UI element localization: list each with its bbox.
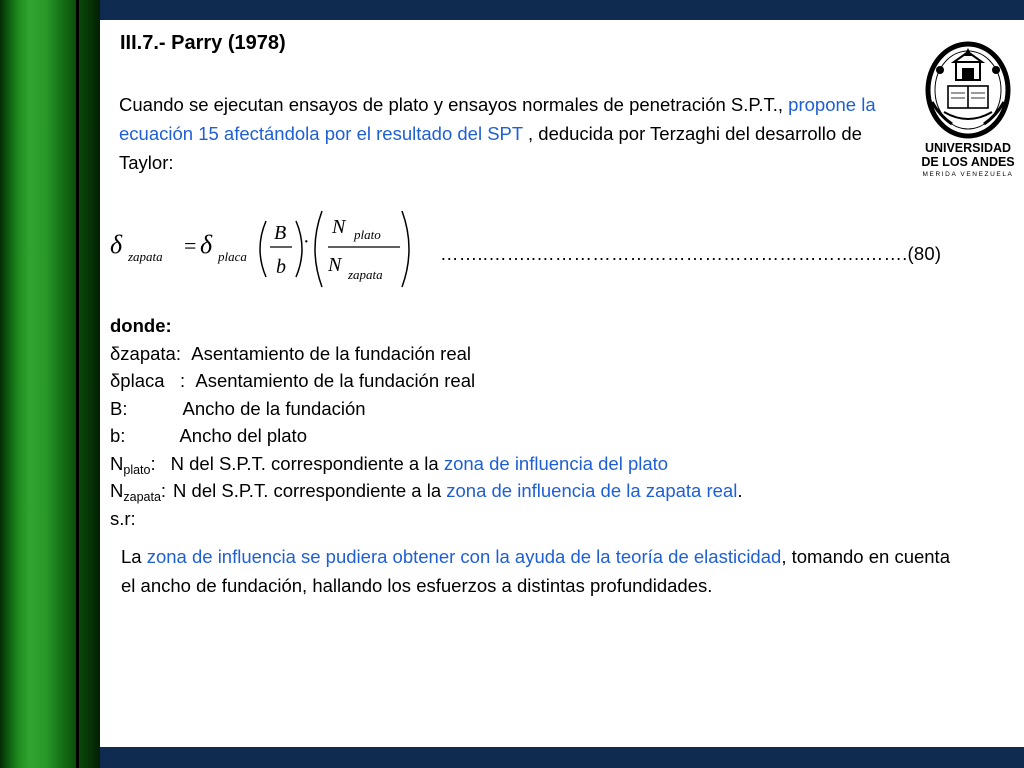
def-text: Asentamiento de la fundación real: [195, 370, 476, 391]
def-symbol: B:: [110, 397, 128, 419]
eq-B: B: [274, 222, 287, 244]
def-text: N del S.P.T. correspondiente a la: [170, 452, 444, 474]
bottom-navy-band: [100, 747, 1024, 768]
definitions-list: [110, 312, 742, 532]
def-subscript: zapata: [123, 490, 161, 504]
slide-title: III.7.- Parry (1978): [120, 32, 286, 54]
left-divider-line: [76, 0, 79, 768]
def-symbol: N: [110, 452, 124, 474]
def-row-delta-zapata: [110, 340, 742, 368]
def-symbol: b:: [110, 425, 126, 446]
def-text: Asentamiento de la fundación real: [191, 342, 472, 364]
def-colon: :: [179, 370, 186, 391]
note-text-3: , tomando en cuenta el ancho de fundación, hallando los esfuerzos a distintas profundidades.: [121, 546, 950, 596]
intro-text-3: , deducida por Terzaghi del desarrollo de Taylor:: [119, 123, 862, 173]
def-row-B: [110, 395, 742, 423]
note-text-highlight: zona de influencia se pudiera obtener con la ayuda de la teoría de elasticidad: [146, 546, 782, 567]
logo-text-merida: MERIDA VENEZUELA: [922, 171, 1014, 178]
def-text: Ancho del plato: [179, 425, 307, 446]
eq-dot: ·: [303, 231, 310, 253]
def-symbol: δplaca: [110, 370, 165, 391]
eq-delta-1: δ: [110, 230, 123, 259]
def-row-sr: s.r:: [110, 507, 136, 529]
def-text-highlight: zona de influencia del plato: [443, 452, 669, 474]
equation-number: ……..……..……………………………………………..…….(80): [440, 243, 942, 264]
settlement-equation: [108, 207, 418, 291]
eq-sub-plato: plato: [354, 227, 381, 242]
def-row-N-zapata: [110, 477, 742, 505]
top-navy-band: [100, 0, 1024, 20]
def-symbol: δzapata:: [110, 342, 181, 364]
eq-sub-zapata-2: zapata: [348, 267, 383, 282]
intro-paragraph: [119, 90, 914, 177]
logo-text-de-los-andes: DE LOS ANDES: [921, 155, 1015, 169]
intro-text-highlight: propone la ecuación 15 afectándola por el resultado del SPT: [119, 94, 876, 144]
eq-left-paren-2: [315, 211, 322, 287]
eq-sub-placa: placa: [218, 249, 247, 264]
def-text: Ancho de la fundación: [182, 397, 366, 419]
def-row-b: [110, 422, 742, 450]
definitions-heading: donde:: [110, 315, 172, 336]
eq-right-paren-1: [296, 221, 302, 277]
eq-b: b: [276, 256, 286, 278]
eq-equals: =: [184, 233, 197, 258]
def-symbol: N: [110, 480, 124, 501]
logo-text-university: UNIVERSIDAD: [924, 141, 1012, 155]
note-paragraph: [121, 542, 951, 600]
eq-delta-2: δ: [200, 230, 213, 259]
def-subscript: plato: [123, 462, 151, 477]
eq-left-paren-1: [260, 221, 266, 277]
def-row-delta-placa: [110, 367, 742, 395]
left-green-bar: [0, 0, 100, 768]
eq-right-paren-2: [402, 211, 409, 287]
eq-N-1: N: [332, 216, 346, 238]
def-colon: :: [150, 452, 156, 474]
def-row-N-plato: [110, 450, 742, 478]
def-text-end: .: [737, 480, 743, 501]
def-text: N del S.P.T. correspondiente a la: [173, 480, 447, 501]
intro-text-1: Cuando se ejecutan ensayos de plato y ensayos normales de penetración S.P.T.,: [119, 94, 789, 115]
def-text-highlight: zona de influencia de la zapata real: [446, 480, 738, 501]
def-colon: :: [160, 480, 167, 501]
university-seal-icon: [918, 40, 1018, 140]
note-text-1: La: [121, 546, 147, 567]
university-logo: [918, 40, 1018, 182]
eq-sub-zapata: zapata: [128, 249, 163, 264]
eq-N-2: N: [328, 254, 342, 276]
